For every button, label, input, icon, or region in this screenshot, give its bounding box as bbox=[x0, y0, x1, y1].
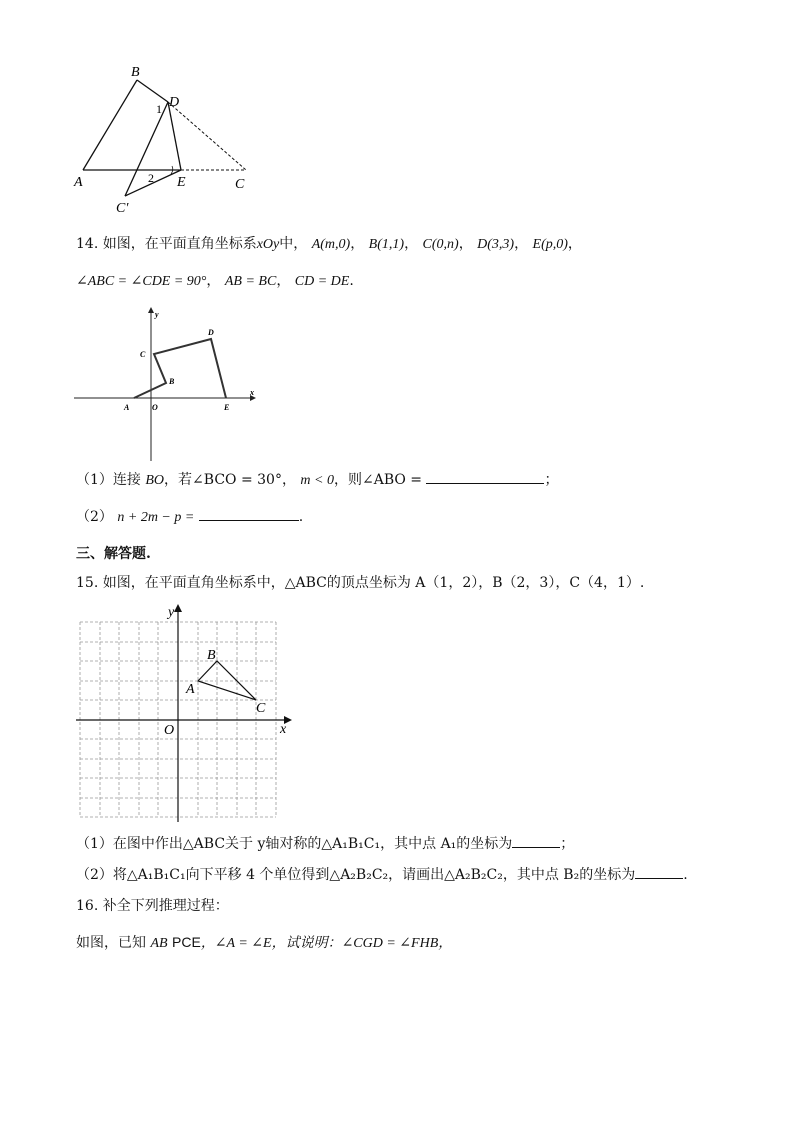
q14-part1-prefix: （1）连接 bbox=[76, 472, 141, 488]
q14-part2-prefix: （2） bbox=[76, 509, 113, 525]
q15-stem-text: 如图，在平面直角坐标系中，△ABC的顶点坐标为 A（1，2），B（2，3），C（4，1）. bbox=[102, 575, 645, 591]
label-b: B bbox=[207, 648, 216, 663]
q14-part2-answer-blank[interactable] bbox=[199, 507, 299, 521]
label-e: E bbox=[177, 175, 186, 190]
q14-part1-answer-blank[interactable] bbox=[426, 470, 544, 484]
q16-stem-text: 补全下列推理过程： bbox=[102, 898, 229, 914]
segment-dcprime bbox=[125, 102, 168, 196]
q14-part1-condition: m < 0 bbox=[300, 473, 334, 488]
y-axis-arrow bbox=[148, 307, 154, 313]
q15-stem bbox=[76, 574, 644, 592]
q16-pce: PCE bbox=[172, 934, 201, 950]
q16-given-prefix: 如图，已知 bbox=[76, 935, 146, 951]
q14-coordinate-figure bbox=[74, 305, 264, 465]
label-c: C bbox=[256, 701, 266, 716]
q16-number: 16. bbox=[76, 898, 99, 914]
q15-part1-end: ； bbox=[560, 836, 575, 852]
q15-grid-figure bbox=[74, 602, 296, 824]
label-b: B bbox=[169, 377, 175, 386]
label-d: D bbox=[208, 328, 214, 337]
segment-bd bbox=[137, 80, 168, 102]
q14-part1-end: ； bbox=[544, 472, 559, 488]
q16-ab: AB bbox=[150, 936, 168, 951]
label-a: A bbox=[186, 682, 195, 697]
q14-point-c: C(0,n) bbox=[422, 237, 459, 252]
y-axis-arrow bbox=[174, 604, 182, 612]
segment-ab bbox=[83, 80, 137, 170]
q15-part1-prefix: （1）在图中作出△ABC关于 y轴对称的△A₁B₁C₁，其中点 A₁的坐标为 bbox=[76, 836, 513, 852]
label-a: A bbox=[124, 403, 130, 412]
q14-point-e: E(p,0) bbox=[532, 237, 568, 252]
label-b: B bbox=[131, 65, 140, 80]
q14-condition-ab-bc: AB = BC bbox=[224, 274, 277, 289]
fold-triangle-figure bbox=[70, 62, 260, 217]
q14-point-a: A(m,0) bbox=[311, 237, 351, 252]
polyline-a-b-c-d-e bbox=[134, 339, 226, 398]
q14-point-b: B(1,1) bbox=[368, 237, 405, 252]
label-x: x bbox=[250, 388, 254, 397]
q14-point-d: D(3,3) bbox=[477, 237, 515, 252]
q16-conditions: ，∠A = ∠E，试说明：∠CGD = ∠FHB， bbox=[200, 936, 453, 951]
label-y: y bbox=[155, 310, 159, 319]
label-e: E bbox=[224, 403, 230, 412]
label-x: x bbox=[280, 722, 287, 737]
q14-condition-angles: ∠ABC = ∠CDE = 90° bbox=[76, 274, 207, 289]
q16-given bbox=[76, 933, 452, 953]
q15-number: 15. bbox=[76, 575, 99, 591]
q15-part2-prefix: （2）将△A₁B₁C₁向下平移 4 个单位得到△A₂B₂C₂，请画出△A₂B₂C₂，其中点 B₂的坐标为 bbox=[76, 867, 636, 883]
q15-part1-answer-blank[interactable] bbox=[512, 834, 560, 848]
q14-part1-ask: ，则∠ABO = bbox=[333, 472, 423, 488]
q14-part1 bbox=[76, 470, 558, 490]
q14-stem-intro: 如图，在平面直角坐标系 bbox=[102, 236, 257, 252]
q15-part2-end: . bbox=[683, 867, 688, 883]
q14-stem-line1: 14. 如图，在平面直角坐标系xOy中， A(m,0)， B(1,1)， C(0,n)， D(3,3)， E(p,0)， bbox=[76, 236, 582, 252]
q14-system: xOy bbox=[256, 237, 280, 252]
label-o: O bbox=[152, 403, 158, 412]
q14-part2-expression: n + 2m − p = bbox=[117, 510, 195, 525]
label-d: D bbox=[169, 95, 180, 110]
label-a: A bbox=[74, 175, 83, 190]
q14-part2-end: . bbox=[298, 509, 304, 525]
label-cprime: C′ bbox=[116, 201, 129, 216]
label-c: C bbox=[235, 177, 245, 192]
q14-part1-bo: BO bbox=[145, 473, 165, 488]
label-o: O bbox=[164, 723, 175, 738]
q14-condition-cd-de: CD = DE bbox=[294, 274, 350, 289]
q14-part2 bbox=[76, 507, 303, 527]
q15-part2-answer-blank[interactable] bbox=[635, 865, 683, 879]
q16-stem bbox=[76, 897, 229, 915]
section-title: 三、解答题. bbox=[76, 546, 151, 562]
label-angle2: 2 bbox=[148, 171, 154, 185]
label-angle1: 1 bbox=[156, 102, 162, 116]
label-c: C bbox=[140, 350, 146, 359]
triangle-abc bbox=[198, 661, 256, 700]
q14-part1-mid: ，若∠BCO = 30°， bbox=[164, 472, 296, 488]
label-y: y bbox=[168, 605, 175, 620]
q15-part1 bbox=[76, 834, 574, 853]
q14-stem-line2: ∠ABC = ∠CDE = 90°， AB = BC， CD = DE. bbox=[76, 273, 354, 289]
q14-stem-mid: 中， bbox=[279, 236, 308, 252]
q14-number: 14. bbox=[76, 236, 99, 252]
q15-part2 bbox=[76, 865, 688, 884]
